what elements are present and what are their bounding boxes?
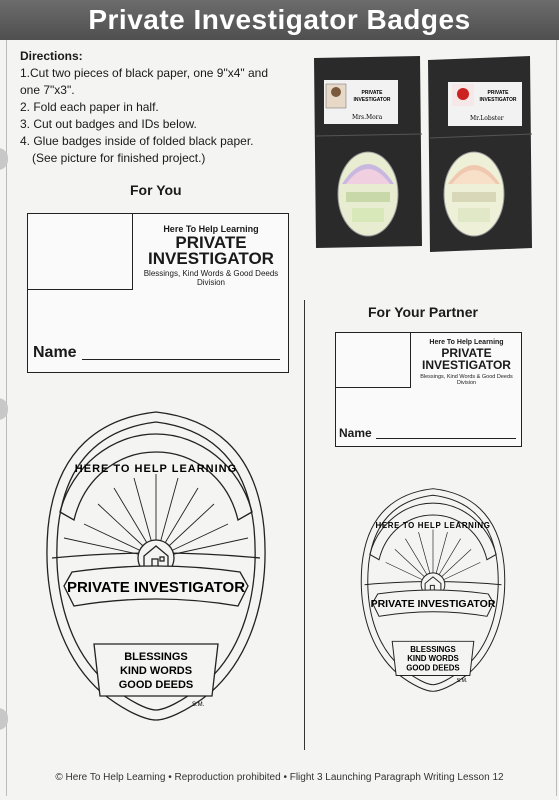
for-partner-org-big1: PRIVATE	[441, 346, 492, 360]
direction-step-2: 2. Fold each paper in half.	[20, 100, 159, 114]
left-id-name: Mrs.Mora	[352, 114, 383, 121]
for-partner-badge-top-text: HERE TO HELP LEARNING	[375, 521, 491, 531]
direction-step-note: (See picture for finished project.)	[32, 151, 206, 165]
for-partner-badge-line-2: KIND WORDS	[407, 654, 459, 664]
direction-step-1a: 1.Cut two pieces of black paper, one 9"x4" and	[20, 66, 269, 80]
for-partner-id-card	[335, 332, 522, 447]
for-you-photo-box	[28, 214, 133, 290]
for-you-badge-line-2: KIND WORDS	[119, 665, 193, 677]
for-you-badge-line-3: GOOD DEEDS	[118, 679, 194, 691]
for-partner-org-small: Here To Help Learning	[429, 339, 504, 346]
for-you-id-card	[27, 213, 289, 373]
direction-step-3: 3. Cut out badges and IDs below.	[20, 117, 197, 131]
for-partner-badge	[358, 484, 508, 696]
for-you-badge-middle-text: PRIVATE INVESTIGATOR	[66, 579, 246, 596]
right-id-org2: INVESTIGATOR	[479, 97, 517, 103]
for-partner-division: Blessings, Kind Words & Good Deeds Division	[420, 374, 513, 386]
for-you-org-small: Here To Help Learning	[163, 224, 259, 234]
direction-step-1b: one 7"x3".	[20, 83, 75, 97]
for-you-division: Blessings, Kind Words & Good Deeds Division	[143, 269, 279, 287]
for-partner-heading: For Your Partner	[368, 304, 478, 320]
for-you-badge	[42, 408, 270, 724]
for-you-name-label: Name	[33, 344, 77, 361]
right-id-org: PRIVATE	[487, 90, 509, 96]
page-header	[0, 0, 559, 40]
left-id-org2: INVESTIGATOR	[353, 97, 391, 103]
page-title: Private Investigator Badges	[88, 4, 471, 35]
for-partner-badge-middle-text: PRIVATE INVESTIGATOR	[370, 598, 496, 611]
for-partner-badge-line-1: BLESSINGS	[410, 644, 456, 654]
for-you-name-line	[82, 359, 280, 360]
for-you-heading: For You	[130, 182, 182, 198]
for-you-org-big1: PRIVATE	[175, 233, 247, 252]
direction-step-4: 4. Glue badges inside of folded black paper.	[20, 134, 254, 148]
for-partner-org-big2: INVESTIGATOR	[422, 358, 511, 372]
for-partner-name-line	[376, 438, 516, 439]
for-you-badge-initials: S.M.	[192, 702, 205, 708]
left-id-org: PRIVATE	[361, 90, 383, 96]
for-you-org-big2: INVESTIGATOR	[148, 249, 274, 268]
for-you-badge-line-1: BLESSINGS	[124, 651, 188, 663]
for-partner-badge-line-3: GOOD DEEDS	[406, 663, 460, 673]
finished-project-photo	[312, 54, 534, 258]
footer-text: © Here To Help Learning • Reproduction prohibited • Flight 3 Launching Paragraph Writing Lesson 12	[55, 772, 504, 783]
for-you-badge-top-text: HERE TO HELP LEARNING	[74, 463, 238, 475]
for-partner-badge-initials: S.M.	[456, 678, 468, 685]
directions	[20, 48, 300, 167]
right-id-name: Mr.Lobster	[470, 115, 504, 122]
page-footer	[0, 772, 559, 783]
directions-title: Directions:	[20, 49, 83, 63]
for-partner-photo-box	[336, 333, 411, 388]
for-partner-name-label: Name	[339, 426, 372, 440]
section-divider	[304, 300, 305, 750]
